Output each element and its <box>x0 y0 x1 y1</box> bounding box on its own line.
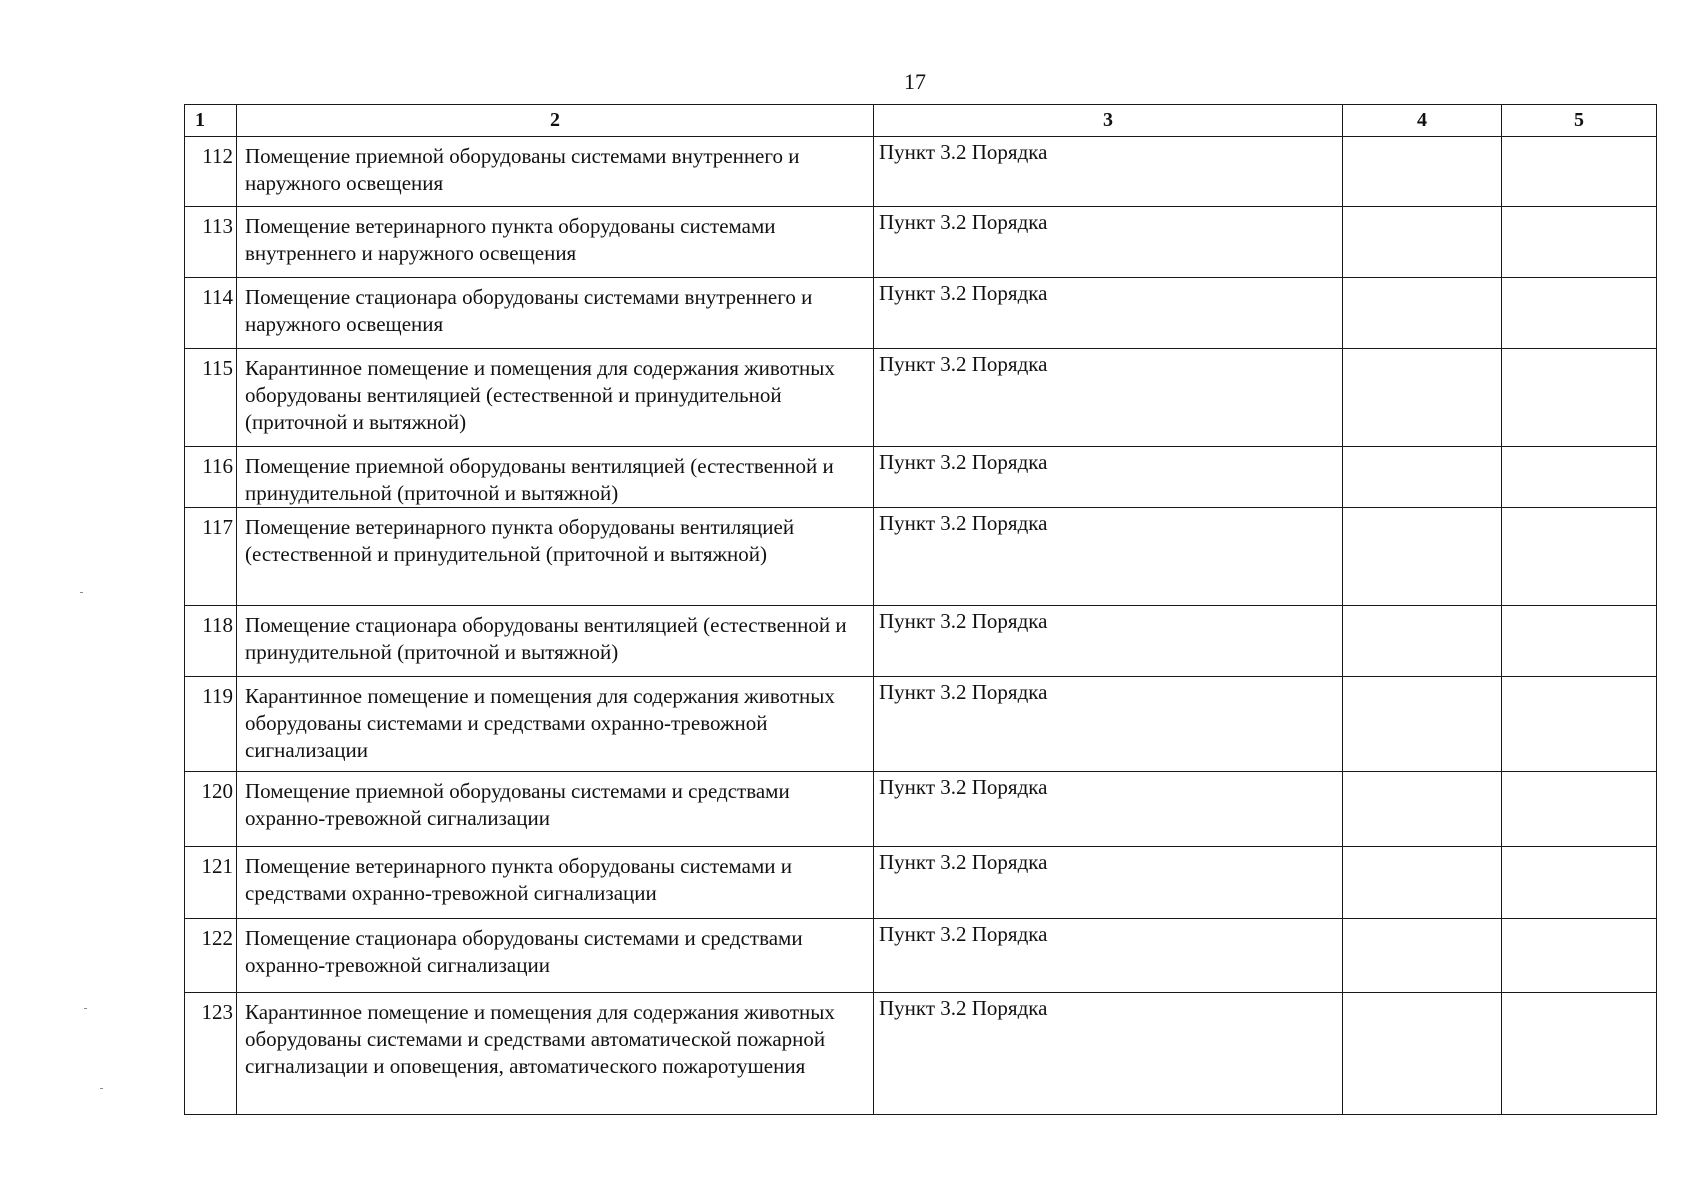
column-4-cell <box>1343 207 1502 278</box>
column-4-cell <box>1343 137 1502 207</box>
column-5-cell <box>1502 772 1657 847</box>
regulation-reference: Пункт 3.2 Порядка <box>874 207 1343 278</box>
row-number: 112 <box>185 137 237 207</box>
scan-speck <box>80 592 83 593</box>
column-5-cell <box>1502 847 1657 919</box>
column-5-cell <box>1502 993 1657 1115</box>
table-row <box>185 993 1657 1115</box>
table-row <box>185 278 1657 349</box>
column-5-cell <box>1502 137 1657 207</box>
column-4-cell <box>1343 606 1502 677</box>
column-header-2: 2 <box>237 105 874 137</box>
column-5-cell <box>1502 677 1657 772</box>
column-5-cell <box>1502 207 1657 278</box>
row-number: 119 <box>185 677 237 772</box>
row-number: 117 <box>185 508 237 606</box>
table-row <box>185 919 1657 993</box>
regulation-reference: Пункт 3.2 Порядка <box>874 847 1343 919</box>
requirement-text: Помещение ветеринарного пункта оборудованы системами и средствами охранно-тревожной сигнализации <box>237 847 874 919</box>
regulation-reference: Пункт 3.2 Порядка <box>874 993 1343 1115</box>
row-number: 121 <box>185 847 237 919</box>
column-5-cell <box>1502 606 1657 677</box>
column-5-cell <box>1502 919 1657 993</box>
column-header-1: 1 <box>185 105 237 137</box>
column-5-cell <box>1502 349 1657 447</box>
regulation-reference: Пункт 3.2 Порядка <box>874 919 1343 993</box>
column-header-3: 3 <box>874 105 1343 137</box>
requirement-text: Карантинное помещение и помещения для содержания животных оборудованы системами и средствами охранно-тревожной сигнализации <box>237 677 874 772</box>
scan-speck <box>84 1008 87 1009</box>
column-header-5: 5 <box>1502 105 1657 137</box>
page-number: 17 <box>904 69 926 94</box>
table-row <box>185 349 1657 447</box>
table-row <box>185 508 1657 606</box>
column-4-cell <box>1343 919 1502 993</box>
table-row <box>185 606 1657 677</box>
column-5-cell <box>1502 508 1657 606</box>
column-4-cell <box>1343 349 1502 447</box>
row-number: 120 <box>185 772 237 847</box>
requirement-text: Карантинное помещение и помещения для содержания животных оборудованы системами и средствами автоматической пожарной сигнализации и оповещения, автоматического пожаротушения <box>237 993 874 1115</box>
regulation-reference: Пункт 3.2 Порядка <box>874 447 1343 508</box>
column-4-cell <box>1343 993 1502 1115</box>
row-number: 116 <box>185 447 237 508</box>
requirement-text: Карантинное помещение и помещения для содержания животных оборудованы вентиляцией (естественной и принудительной (приточной и вытяжной) <box>237 349 874 447</box>
table-row <box>185 447 1657 508</box>
column-4-cell <box>1343 847 1502 919</box>
row-number: 115 <box>185 349 237 447</box>
table-row <box>185 677 1657 772</box>
regulation-reference: Пункт 3.2 Порядка <box>874 137 1343 207</box>
column-4-cell <box>1343 447 1502 508</box>
regulation-reference: Пункт 3.2 Порядка <box>874 508 1343 606</box>
column-4-cell <box>1343 677 1502 772</box>
requirement-text: Помещение ветеринарного пункта оборудованы системами внутреннего и наружного освещения <box>237 207 874 278</box>
column-5-cell <box>1502 447 1657 508</box>
requirement-text: Помещение приемной оборудованы вентиляцией (естественной и принудительной (приточной и вытяжной) <box>237 447 874 508</box>
regulation-reference: Пункт 3.2 Порядка <box>874 772 1343 847</box>
regulation-reference: Пункт 3.2 Порядка <box>874 278 1343 349</box>
row-number: 118 <box>185 606 237 677</box>
table-row <box>185 207 1657 278</box>
column-4-cell <box>1343 772 1502 847</box>
requirement-text: Помещение стационара оборудованы системами внутреннего и наружного освещения <box>237 278 874 349</box>
regulation-reference: Пункт 3.2 Порядка <box>874 349 1343 447</box>
regulation-reference: Пункт 3.2 Порядка <box>874 606 1343 677</box>
column-4-cell <box>1343 508 1502 606</box>
table-row <box>185 137 1657 207</box>
column-5-cell <box>1502 278 1657 349</box>
table-header-row <box>185 105 1657 137</box>
column-4-cell <box>1343 278 1502 349</box>
row-number: 113 <box>185 207 237 278</box>
scan-speck <box>100 1088 103 1089</box>
requirement-text: Помещение ветеринарного пункта оборудованы вентиляцией (естественной и принудительной (приточной и вытяжной) <box>237 508 874 606</box>
requirements-table <box>184 104 1657 1115</box>
table-row <box>185 772 1657 847</box>
row-number: 123 <box>185 993 237 1115</box>
requirement-text: Помещение стационара оборудованы системами и средствами охранно-тревожной сигнализации <box>237 919 874 993</box>
table-row <box>185 847 1657 919</box>
regulation-reference: Пункт 3.2 Порядка <box>874 677 1343 772</box>
requirement-text: Помещение приемной оборудованы системами и средствами охранно-тревожной сигнализации <box>237 772 874 847</box>
row-number: 122 <box>185 919 237 993</box>
row-number: 114 <box>185 278 237 349</box>
requirement-text: Помещение приемной оборудованы системами внутреннего и наружного освещения <box>237 137 874 207</box>
requirement-text: Помещение стационара оборудованы вентиляцией (естественной и принудительной (приточной и вытяжной) <box>237 606 874 677</box>
column-header-4: 4 <box>1343 105 1502 137</box>
